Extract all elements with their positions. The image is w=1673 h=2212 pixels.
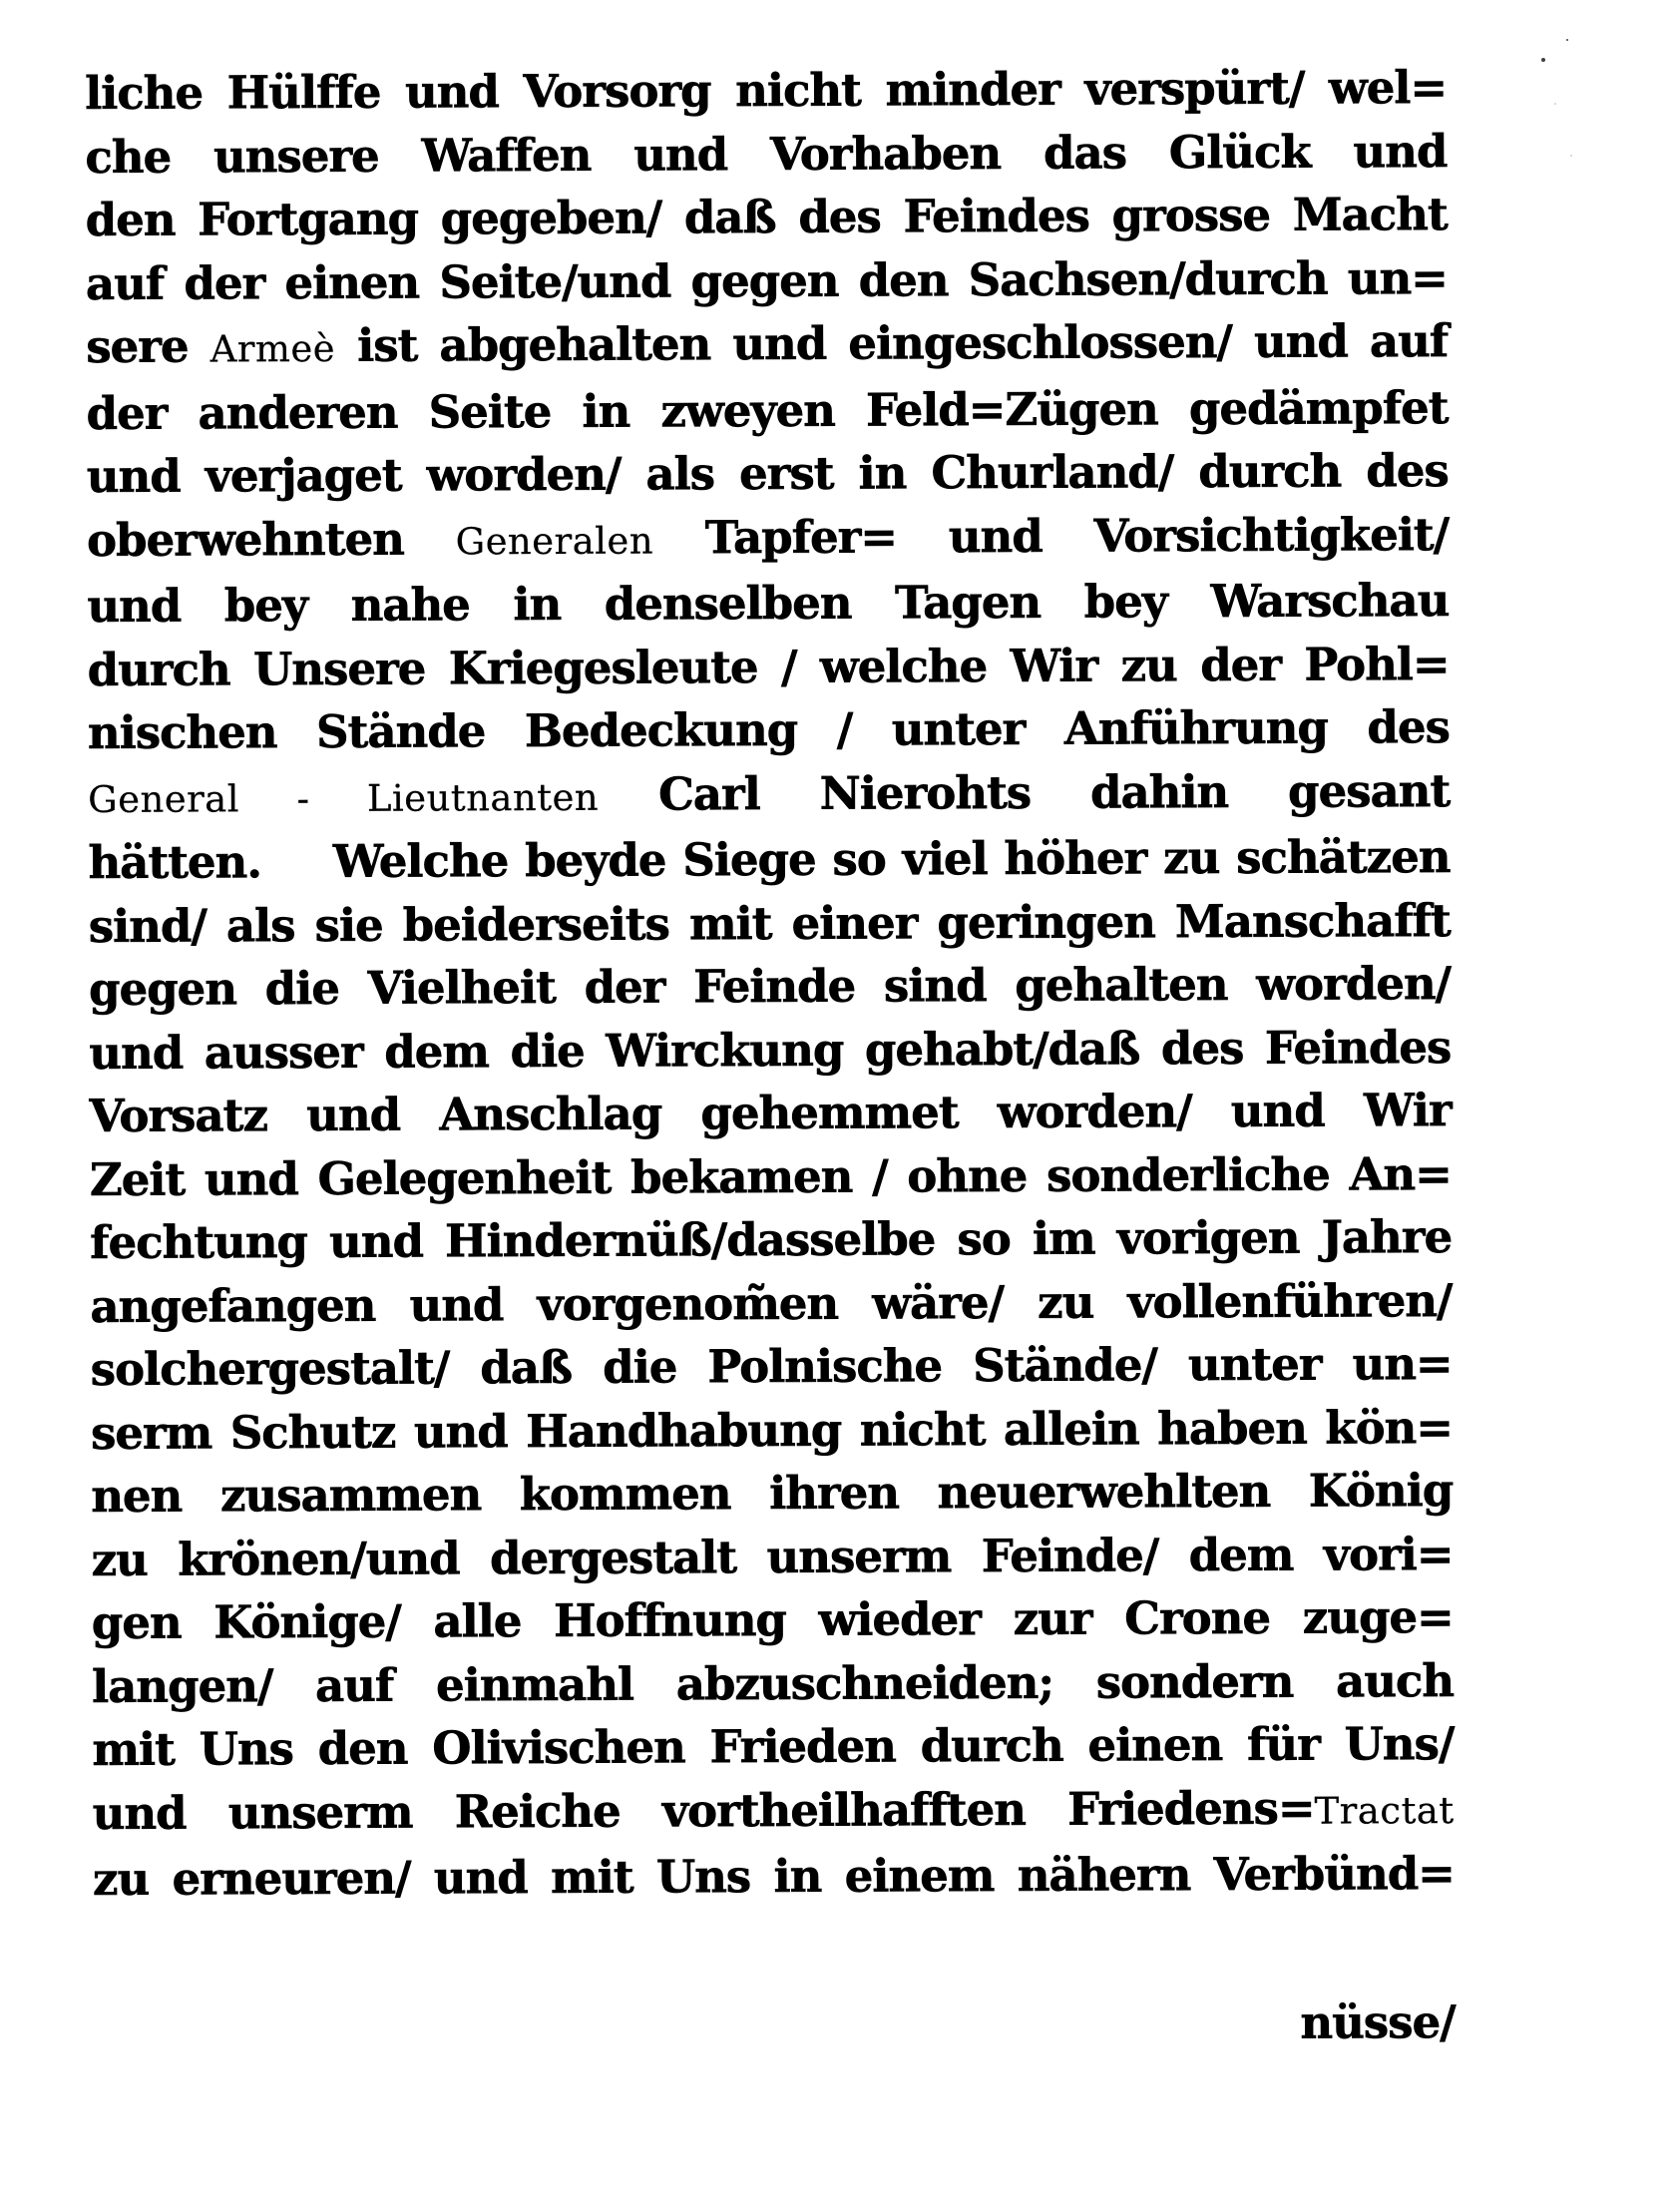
- text-line: [92, 1712, 1454, 1781]
- text-line: [87, 439, 1449, 508]
- text-segment-fraktur: und verjaget worden/ als erst in Churland/ durch des: [86, 444, 1449, 503]
- text-segment-fraktur: gen Könige/ alle Hoffnung wieder zur Crone zuge=: [91, 1590, 1454, 1649]
- text-segment-antiqua: Generalen: [455, 519, 654, 563]
- text-segment-fraktur: und unserm Reiche vortheilhafften Friedens=: [92, 1781, 1315, 1840]
- text-line: [91, 1459, 1453, 1528]
- text-segment-fraktur: liche Hülffe und Vorsorg nicht minder verspürt/ wel=: [85, 61, 1448, 120]
- text-segment-fraktur: hätten.: [88, 835, 262, 889]
- text-segment-fraktur: serm Schutz und Handhabung nicht allein haben kön=: [90, 1400, 1454, 1460]
- text-segment-fraktur: solchergestalt/ daß die Polnische Stände/ unter un=: [90, 1337, 1453, 1396]
- text-segment-fraktur: gegen die Vielheit der Feinde sind gehalten worden/: [88, 957, 1452, 1016]
- text-line: [93, 1842, 1455, 1911]
- text-line: [89, 952, 1451, 1021]
- text-segment-fraktur: mit Uns den Olivischen Frieden durch einen für Uns/: [92, 1717, 1455, 1776]
- body-text: [85, 56, 1455, 1911]
- text-segment-antiqua: Tractat: [1314, 1788, 1455, 1833]
- text-line: [93, 1776, 1455, 1848]
- text-line: [90, 1269, 1452, 1338]
- text-line: [89, 1016, 1451, 1085]
- text-line: [92, 1585, 1454, 1654]
- text-line: [85, 56, 1447, 125]
- text-segment-fraktur: che unsere Waffen und Vorhaben das Glück und: [85, 124, 1448, 184]
- text-segment-fraktur: oberwehnten: [86, 511, 456, 567]
- text-line: [86, 376, 1448, 445]
- text-segment-fraktur: nen zusammen kommen ihren neuerwehlten König: [91, 1464, 1454, 1523]
- text-line: [88, 695, 1450, 764]
- text-segment-fraktur: langen/ auf einmahl abzuschneiden; sondern auch: [91, 1653, 1455, 1713]
- text-segment-fraktur: zu krönen/und dergestalt unserm Feinde/ dem vori=: [91, 1527, 1454, 1586]
- text-segment-fraktur: Welche beyde Siege so viel höher zu schätzen: [332, 830, 1451, 888]
- text-line: [91, 1523, 1453, 1591]
- text-line: [88, 759, 1450, 831]
- text-segment-fraktur: Zeit und Gelegenheit bekamen / ohne sonderliche An=: [89, 1146, 1452, 1206]
- text-line: [86, 309, 1448, 381]
- text-segment-fraktur: zu erneuren/ und mit Uns in einem nähern Verbünd=: [92, 1847, 1456, 1906]
- scan-speckles: [1541, 58, 1545, 62]
- text-block: [85, 56, 1456, 2059]
- text-line: [91, 1396, 1453, 1465]
- text-segment-antiqua: General - Lieutnanten: [88, 775, 600, 821]
- text-segment-fraktur: auf der einen Seite/und gegen den Sachsen/durch un=: [85, 250, 1449, 310]
- text-line: [88, 825, 1450, 894]
- text-segment-fraktur: Carl Nierohts dahin gesant: [598, 763, 1451, 821]
- text-segment-fraktur: fechtung und Hindernüß/dasselbe so im vorigen Jahre: [90, 1210, 1453, 1269]
- text-line: [90, 1142, 1452, 1211]
- text-segment-fraktur: sere: [86, 319, 210, 373]
- text-line: [86, 183, 1448, 251]
- text-segment-fraktur: den Fortgang gegeben/ daß des Feindes grosse Macht: [85, 188, 1448, 246]
- text-segment-fraktur: angefangen und vorgenom̃en wäre/ zu vollenführen/: [90, 1273, 1453, 1333]
- text-line: [87, 503, 1449, 575]
- text-segment-fraktur: und bey nahe in denselben Tagen bey Warschau: [87, 574, 1450, 633]
- text-segment-fraktur: und ausser dem die Wirckung gehabt/daß des Feindes: [89, 1020, 1452, 1080]
- text-line: [90, 1205, 1452, 1274]
- text-segment-fraktur: durch Unsere Kriegesleute / welche Wir zu der Pohl=: [87, 637, 1450, 696]
- text-line: [88, 633, 1450, 701]
- text-segment-fraktur: nischen Stände Bedeckung / unter Anführung des: [87, 700, 1451, 759]
- text-segment-fraktur: ist abgehalten und eingeschlossen/ und auf: [334, 314, 1449, 372]
- text-line: [91, 1332, 1453, 1401]
- catchword: nüsse/: [1300, 1994, 1456, 2049]
- text-segment-fraktur: sind/ als sie beiderseits mit einer geringen Manschafft: [88, 893, 1451, 953]
- text-segment-fraktur: Tapfer= und Vorsichtigkeit/: [652, 507, 1450, 565]
- text-segment-fraktur: der anderen Seite in zweyen Feld=Zügen gedämpfet: [86, 380, 1449, 440]
- text-line: [85, 120, 1447, 189]
- text-line: [89, 889, 1451, 958]
- text-segment-antiqua: Armeè: [209, 326, 336, 371]
- text-line: [89, 1079, 1451, 1147]
- text-line: [86, 246, 1448, 315]
- text-line: [87, 569, 1449, 638]
- catchword-row: [93, 1991, 1455, 2059]
- text-line: [92, 1649, 1454, 1718]
- text-segment-fraktur: Vorsatz und Anschlag gehemmet worden/ und Wir: [89, 1084, 1452, 1142]
